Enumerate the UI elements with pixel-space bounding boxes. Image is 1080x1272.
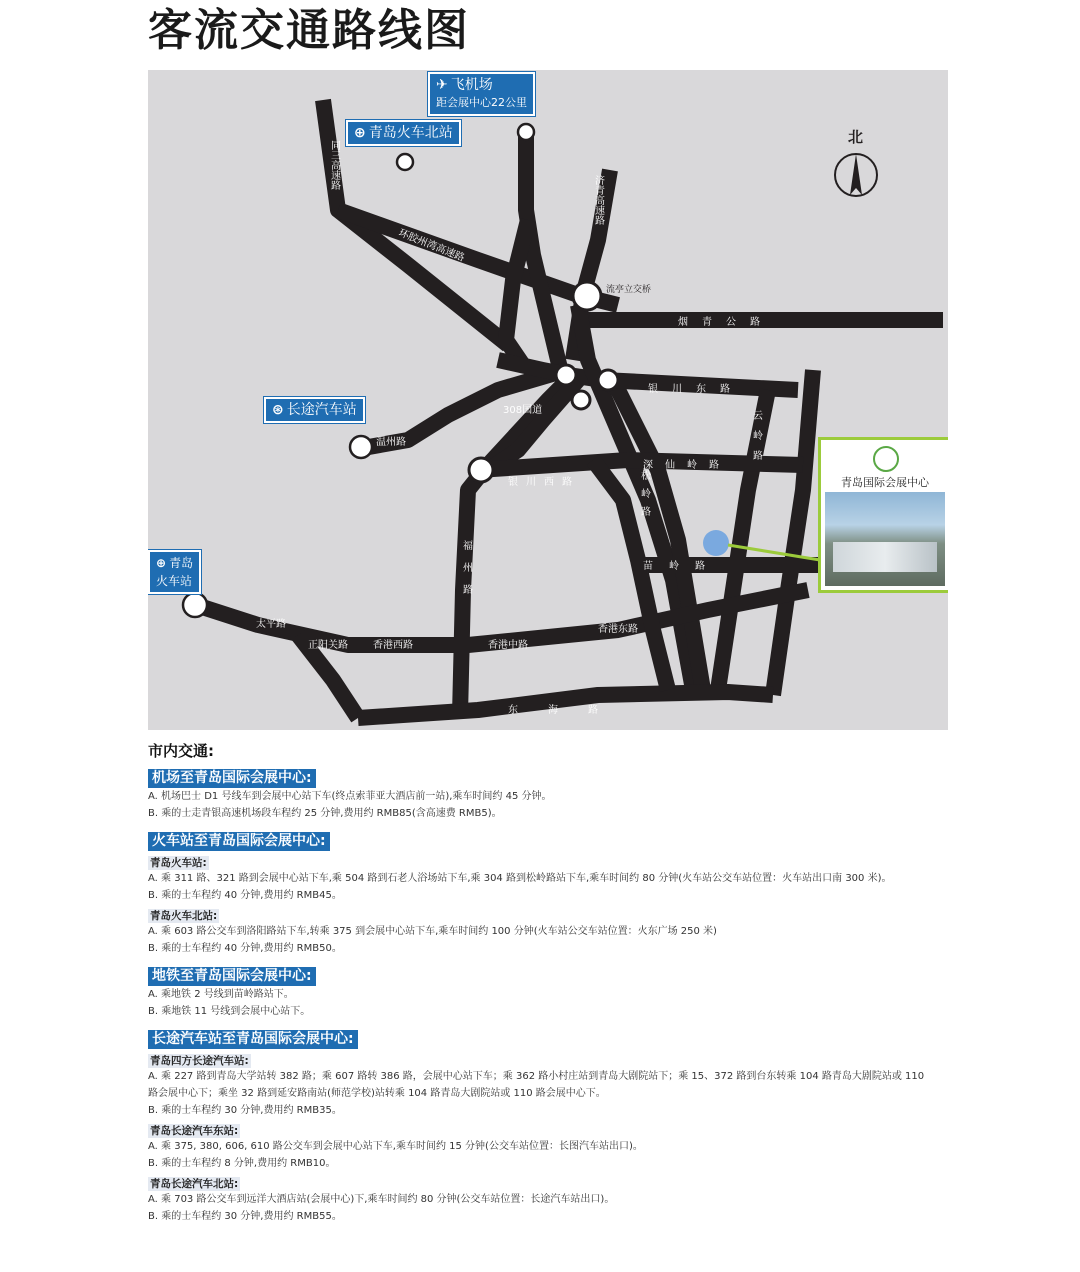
train-station-label-2: 火车站: [156, 574, 193, 588]
coach-block: [148, 1028, 948, 1225]
road-fuzhou-n: [460, 375, 573, 715]
label-xianggang-w: 香港西路: [373, 640, 413, 651]
page-title: 客流交通路线图: [148, 5, 470, 56]
venue-name: 青岛国际会展中心: [841, 476, 929, 489]
compass-label: 北: [848, 128, 864, 146]
coach-line-3b: B. 乘的士车程约 30 分钟,费用约 RMB55。: [148, 1211, 342, 1222]
coach-line-3a: A. 乘 703 路公交车到远洋大酒店站(会展中心)下,乘车时间约 80 分钟(公交车站位置：长途汽车站出口)。: [148, 1194, 615, 1205]
airport-line-b: B. 乘的士走青银高速机场段车程约 25 分钟,费用约 RMB85(含高速费 RMB5)。: [148, 808, 502, 819]
coach-line-1b: B. 乘的士车程约 30 分钟,费用约 RMB35。: [148, 1105, 342, 1116]
road-chongqing-n: [506, 220, 528, 365]
road-east-edge: [773, 370, 813, 695]
label-zhengyangguan: 正阳关路: [308, 640, 348, 651]
label-donghai: 东海路: [508, 705, 628, 716]
airplane-icon: ✈: [436, 77, 448, 93]
label-fuzhou: 福州路: [460, 540, 472, 606]
bus-icon: ⊛: [272, 402, 284, 418]
metro-block: [148, 965, 948, 1020]
interchange-north-1: [556, 365, 576, 385]
train-station-pin: [183, 593, 207, 617]
label-jiqing: 济青高速路: [592, 175, 604, 225]
label-shenxianling: 深仙岭路: [643, 460, 731, 471]
venue-building: [833, 542, 937, 572]
train-station-callout: [148, 550, 201, 594]
coach-sub-2: 青岛长途汽车东站:: [150, 1125, 239, 1137]
train-station-label-1: 青岛: [169, 556, 194, 570]
airport-pin: [518, 124, 534, 140]
venue-location-dot: [703, 530, 729, 556]
label-miaoling: 苗岭路: [643, 561, 721, 572]
bus-station-pin: [350, 436, 372, 458]
airport-label: 飞机场: [450, 77, 493, 93]
interchange-north-2: [598, 370, 618, 390]
coach-banner: 长途汽车站至青岛国际会展中心:: [148, 1030, 358, 1049]
train-station-icon: ⊕: [156, 556, 167, 570]
train-icon: ⊕: [354, 125, 366, 141]
train-sub-1: 青岛火车站:: [150, 857, 207, 869]
label-xianggang-m: 香港中路: [488, 640, 528, 651]
label-wenzhou: 温州路: [376, 437, 406, 448]
metro-banner: 地铁至青岛国际会展中心:: [148, 967, 316, 986]
coach-line-2b: B. 乘的士车程约 8 分钟,费用约 RMB10。: [148, 1158, 336, 1169]
bus-station-callout: [264, 397, 365, 423]
label-yinchuan-w: 银川西路: [508, 477, 580, 488]
road-taiping-xianggang: [196, 590, 808, 645]
train-banner: 火车站至青岛国际会展中心:: [148, 832, 330, 851]
metro-line-b: B. 乘地铁 11 号线到会展中心站下。: [148, 1006, 311, 1017]
label-songling: 松岭路: [638, 470, 650, 524]
label-308: 308国道: [503, 405, 543, 416]
airport-block: [148, 767, 948, 822]
train-line-1a: A. 乘 311 路、321 路到会展中心站下车,乘 504 路到石老人浴场站下车,乘 304 路到松岭路站下车,乘车时间约 80 分钟(火车站公交车站位置：火车站出口南 300 米)。: [148, 873, 892, 884]
label-taiping: 太平路: [256, 619, 286, 630]
route-map: [148, 70, 948, 730]
coach-sub-3: 青岛长途汽车北站:: [150, 1178, 239, 1190]
bus-station-label: 长途汽车站: [286, 402, 357, 418]
train-line-2a: A. 乘 603 路公交车到洛阳路站下车,转乘 375 到会展中心站下车,乘车时间约 100 分钟(火车站公交车站位置：火东广场 250 米): [148, 926, 717, 937]
transport-heading: 市内交通:: [148, 742, 214, 760]
label-interchange: 流亭立交桥: [606, 285, 652, 295]
airport-callout: [428, 72, 535, 116]
label-yunling: 云岭路: [750, 410, 762, 470]
interchange-liuting: [573, 282, 601, 310]
venue-logo-icon: [873, 446, 899, 472]
label-yanqing: 烟青公路: [678, 317, 774, 328]
train-block: [148, 830, 948, 957]
metro-line-a: A. 乘地铁 2 号线到苗岭路站下。: [148, 989, 294, 1000]
airport-banner: 机场至青岛国际会展中心:: [148, 769, 316, 788]
coach-line-2a: A. 乘 375, 380, 606, 610 路公交车到会展中心站下车,乘车时间约 15 分钟(公交车站位置：长图汽车站出口)。: [148, 1141, 643, 1152]
north-station-pin: [397, 154, 413, 170]
venue-card: [818, 437, 948, 593]
transport-section: [148, 740, 948, 1225]
coach-line-1a-cont: 路会展中心下；乘坐 32 路到延安路南站(师范学校)站转乘 104 路青岛大剧院站或 110 路会展中心下。: [148, 1088, 606, 1099]
coach-line-1a: A. 乘 227 路到青岛大学站转 382 路；乘 607 路转 386 路，会展中心站下车；乘 362 路小村庄站到青岛大剧院站下；乘 15、372 路到台东转乘 104 路青岛大剧院站或 110: [148, 1071, 925, 1082]
compass-icon: [835, 154, 877, 196]
venue-photo: [825, 492, 945, 586]
label-xianggang-e: 香港东路: [598, 624, 638, 635]
label-tongsan: 同三高速路: [328, 140, 340, 190]
label-yinchuan-e: 银川东路: [648, 384, 744, 395]
interchange-mid: [572, 391, 590, 409]
train-line-2b: B. 乘的士车程约 40 分钟,费用约 RMB50。: [148, 943, 342, 954]
label-huanjiao: 环胶州湾高速路: [396, 227, 466, 265]
coach-sub-1: 青岛四方长途汽车站:: [150, 1055, 249, 1067]
airport-line-a: A. 机场巴士 D1 号线车到会展中心站下车(终点索菲亚大酒店前一站),乘车时间约 45 分钟。: [148, 791, 552, 802]
interchange-west: [469, 458, 493, 482]
train-sub-2: 青岛火车北站:: [150, 910, 218, 922]
train-line-1b: B. 乘的士车程约 40 分钟,费用约 RMB45。: [148, 890, 342, 901]
airport-distance: 距会展中心22公里: [436, 96, 527, 109]
north-station-callout: [346, 120, 461, 146]
north-station-label: 青岛火车北站: [368, 125, 453, 141]
